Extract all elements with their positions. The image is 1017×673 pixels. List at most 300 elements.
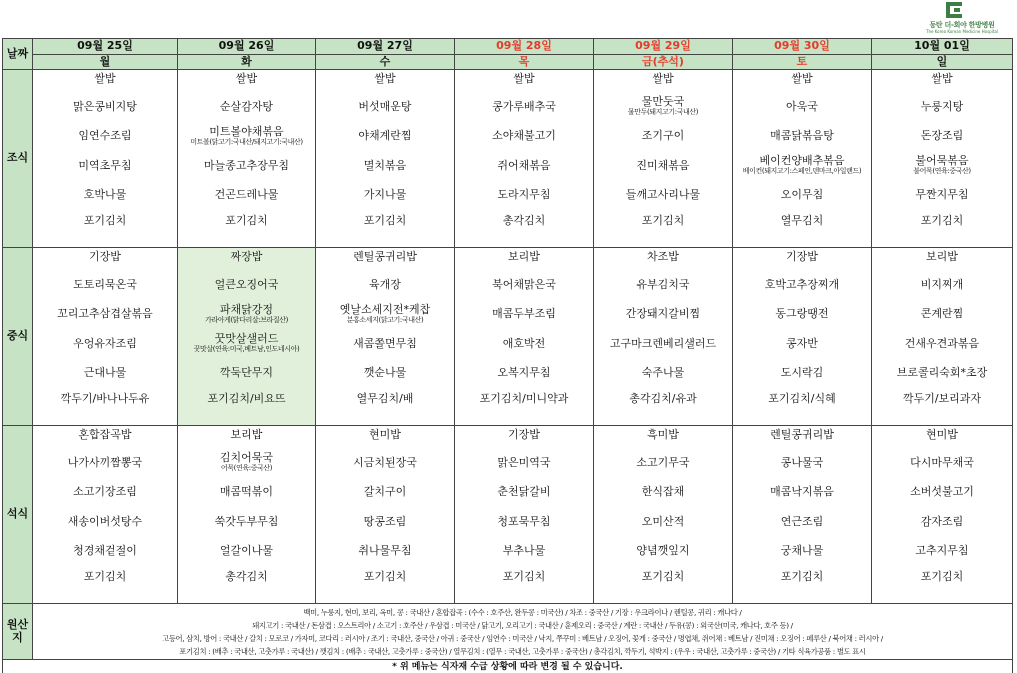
menu-item — [455, 388, 593, 410]
menu-item — [733, 181, 871, 211]
dish-name: 가지나물 — [363, 188, 407, 202]
menu-item — [733, 388, 871, 410]
dish-name: 포기김치 — [780, 569, 824, 583]
dish-name: 소고기장조림 — [73, 485, 137, 499]
dish-name: 북어채맑은국 — [492, 277, 556, 291]
menu-item — [733, 122, 871, 152]
dish-name: 쑥갓두부무침 — [214, 514, 279, 528]
date-cell: 10월 01일 — [872, 39, 1013, 55]
dish-origin-note: 물만두(돼지고기:국내산) — [627, 108, 699, 117]
menu-item — [733, 566, 871, 588]
menu-item — [178, 92, 315, 122]
menu-item — [33, 388, 177, 410]
dish-name: 간장돼지갈비찜 — [625, 307, 701, 321]
menu-item — [872, 70, 1012, 92]
dish-name: 현미밥 — [369, 428, 401, 441]
dish-name: 차조밥 — [647, 250, 679, 263]
dinner-header: 석식 — [3, 426, 33, 604]
dish-name: 포기김치 — [83, 213, 127, 227]
dish-name: 호박고추장찌개 — [764, 277, 840, 291]
menu-item — [33, 329, 177, 359]
breakfast-cell — [178, 70, 316, 248]
menu-item — [33, 300, 177, 330]
dish-name: 깍두기/보리과자 — [902, 391, 982, 405]
menu-item — [594, 359, 732, 389]
dish-name: 시금치된장국 — [353, 455, 417, 469]
menu-item — [178, 426, 315, 448]
dish-name: 꿋맛살샐러드 — [214, 332, 279, 346]
dinner-row — [3, 426, 1013, 604]
lunch-cell — [33, 248, 178, 426]
menu-item — [455, 478, 593, 508]
menu-item — [733, 70, 871, 92]
dish-name: 아욱국 — [786, 99, 818, 113]
dish-name: 총각김치 — [225, 569, 268, 583]
dish-name: 청포묵무침 — [497, 514, 551, 528]
dish-name: 콩가루배추국 — [492, 99, 556, 113]
dish-name: 브로콜리숙회*초장 — [896, 366, 988, 380]
dish-name: 진미채볶음 — [636, 158, 690, 172]
dish-origin-note: 어묵(연육:중국산) — [220, 464, 273, 473]
menu-item — [733, 329, 871, 359]
dish-name: 돈장조림 — [920, 129, 964, 143]
menu-items — [316, 70, 454, 247]
menu-item — [178, 210, 315, 232]
dish-name: 건곤드레나물 — [214, 188, 279, 202]
menu-item — [872, 359, 1012, 389]
menu-item — [872, 448, 1012, 478]
menu-item — [455, 70, 593, 92]
menu-item — [33, 537, 177, 567]
hospital-name: 동탄 더-회야 한방병원 — [929, 21, 995, 29]
menu-item — [594, 210, 732, 232]
menu-item — [733, 92, 871, 122]
menu-item — [316, 248, 454, 270]
dish-name: 궁채나물 — [780, 544, 824, 558]
menu-item — [594, 70, 732, 92]
dinner-cell — [455, 426, 594, 604]
menu-item — [872, 248, 1012, 270]
menu-items — [594, 426, 732, 603]
menu-items — [455, 426, 593, 603]
origin-line: 백미, 누룽지, 현미, 보리, 옥미, 콩 : 국내산 / 혼합잡곡 : (수수 : 호주산, 완두콩 : 미국산) / 차조 : 중국산 / 기장 : 우크라이나 / 렌틸콩, 귀리 : 캐나다 / — [303, 607, 742, 617]
weekday-cell: 화 — [178, 55, 316, 70]
menu-items — [178, 426, 315, 603]
dish-name: 콩나물국 — [780, 455, 824, 469]
dinner-cell — [316, 426, 455, 604]
menu-item — [33, 478, 177, 508]
menu-items — [33, 426, 177, 603]
weekday-cell: 목 — [455, 55, 594, 70]
menu-item — [178, 566, 315, 588]
dish-name: 새송이버섯탕수 — [67, 514, 143, 528]
menu-item — [178, 248, 315, 270]
dish-name: 감자조림 — [920, 514, 964, 528]
date-header: 날짜 — [3, 39, 33, 70]
weekday-cell: 일 — [872, 55, 1013, 70]
dish-name: 쌀밥 — [513, 72, 535, 85]
menu-items — [594, 248, 732, 425]
dish-name: 포기김치 — [363, 213, 407, 227]
menu-item — [316, 507, 454, 537]
dish-name: 꼬리고추삼겹살볶음 — [57, 307, 153, 321]
dish-name: 쌀밥 — [374, 72, 396, 85]
dish-name: 미트볼야채볶음 — [209, 124, 284, 138]
menu-item — [316, 478, 454, 508]
hospital-logo — [912, 2, 1012, 38]
menu-item — [316, 537, 454, 567]
dish-name: 포기김치 — [225, 213, 268, 227]
breakfast-cell — [594, 70, 733, 248]
dish-name: 육개장 — [369, 277, 401, 291]
menu-item — [316, 92, 454, 122]
dish-name: 숙주나물 — [641, 366, 685, 380]
menu-item — [594, 507, 732, 537]
menu-item — [33, 270, 177, 300]
menu-item — [455, 537, 593, 567]
dish-origin-note: 미트볼(닭고기:국내산/돼지고기:국내산) — [190, 137, 303, 146]
dish-name: 들깨고사리나물 — [625, 188, 701, 202]
menu-item — [455, 248, 593, 270]
dinner-cell — [733, 426, 872, 604]
breakfast-header: 조식 — [3, 70, 33, 248]
dish-name: 쌀밥 — [791, 72, 813, 85]
dish-name: 열무김치/배 — [356, 391, 414, 405]
dinner-cell — [872, 426, 1013, 604]
menu-items — [316, 426, 454, 603]
dish-origin-note: 가라아게(닭다리살:브라질산) — [205, 315, 288, 324]
menu-item — [872, 329, 1012, 359]
dish-name: 렌틸콩귀리밥 — [770, 428, 834, 441]
dish-origin-note: 꿋맛살(연육:미국,베트남,인도네시아) — [193, 345, 300, 354]
menu-item — [594, 151, 732, 181]
menu-item — [733, 448, 871, 478]
menu-item — [733, 478, 871, 508]
menu-item — [872, 426, 1012, 448]
dish-name: 현미밥 — [926, 428, 958, 441]
weekday-cell: 월 — [33, 55, 178, 70]
breakfast-cell — [455, 70, 594, 248]
dish-name: 쌀밥 — [235, 72, 258, 85]
dish-name: 야채계란찜 — [358, 129, 412, 143]
dish-name: 파채닭강정 — [219, 302, 274, 316]
dinner-cell — [178, 426, 316, 604]
menu-item — [316, 359, 454, 389]
date-cell: 09월 30일 — [733, 39, 872, 55]
menu-item — [455, 507, 593, 537]
dish-name: 새콤쫄면무침 — [353, 336, 417, 350]
dish-origin-note: 분홍소세지(닭고기:국내산) — [346, 315, 424, 324]
breakfast-cell — [33, 70, 178, 248]
dish-name: 무짠지무침 — [915, 188, 969, 202]
dish-name: 얼갈이나물 — [219, 544, 274, 558]
dish-name: 갈치구이 — [363, 485, 407, 499]
menu-item — [316, 426, 454, 448]
menu-item — [316, 329, 454, 359]
dish-name: 비지찌개 — [920, 277, 964, 291]
menu-item — [33, 448, 177, 478]
dish-name: 멸치볶음 — [363, 158, 407, 172]
dinner-cell — [33, 426, 178, 604]
dish-name: 쥐어채볶음 — [497, 158, 551, 172]
dish-name: 매콤닭볶음탕 — [770, 129, 834, 143]
dish-name: 옛날소세지전*케찹 — [339, 302, 431, 316]
menu-item — [594, 270, 732, 300]
menu-item — [178, 151, 315, 181]
dish-name: 깍둑단무지 — [219, 366, 274, 380]
dish-name: 땅콩조림 — [363, 514, 407, 528]
menu-item — [455, 329, 593, 359]
menu-item — [872, 566, 1012, 588]
menu-item — [316, 566, 454, 588]
menu-item — [316, 270, 454, 300]
menu-item — [872, 478, 1012, 508]
dish-name: 건새우견과볶음 — [904, 336, 980, 350]
menu-item — [872, 151, 1012, 181]
dish-name: 도토리묵온국 — [73, 277, 137, 291]
menu-item — [455, 122, 593, 152]
dish-name: 소고기무국 — [636, 455, 690, 469]
menu-item — [594, 388, 732, 410]
menu-item — [594, 566, 732, 588]
dish-name: 버섯매운탕 — [358, 99, 412, 113]
menu-item — [178, 300, 315, 330]
menu-item — [455, 181, 593, 211]
menu-item — [594, 92, 732, 122]
menu-items — [178, 248, 315, 425]
menu-item — [178, 70, 315, 92]
dish-origin-note: 베이컨(돼지고기:스페인,덴마크,아일랜드) — [742, 167, 862, 176]
date-row — [3, 39, 1013, 55]
lunch-cell — [733, 248, 872, 426]
menu-item — [594, 248, 732, 270]
menu-item — [594, 122, 732, 152]
menu-item — [178, 478, 315, 508]
origin-row — [3, 604, 1013, 660]
menu-item — [872, 270, 1012, 300]
menu-item — [733, 426, 871, 448]
dish-name: 양념깻잎지 — [636, 544, 690, 558]
dish-name: 순살감자탕 — [219, 99, 274, 113]
menu-item — [178, 122, 315, 152]
menu-item — [178, 329, 315, 359]
lunch-row — [3, 248, 1013, 426]
date-cell: 09월 28일 — [455, 39, 594, 55]
dish-name: 누룽지탕 — [920, 99, 964, 113]
breakfast-cell — [316, 70, 455, 248]
dish-name: 동그랑땡전 — [775, 307, 829, 321]
menu-item — [178, 359, 315, 389]
menu-item — [33, 248, 177, 270]
lunch-cell — [455, 248, 594, 426]
menu-item — [733, 151, 871, 181]
dish-name: 포기김치 — [502, 569, 546, 583]
menu-item — [594, 478, 732, 508]
menu-item — [33, 507, 177, 537]
menu-item — [316, 122, 454, 152]
dish-name: 매콤떡볶이 — [219, 485, 274, 499]
menu-item — [733, 248, 871, 270]
dish-name: 오미산적 — [641, 514, 685, 528]
lunch-cell — [316, 248, 455, 426]
dish-name: 취나물무침 — [358, 544, 412, 558]
origin-line: 포기김치 : (배추 : 국내산, 고춧가루 : 국내산) / 깻김치 : (배추 : 국내산, 고춧가루 : 중국산) / 열무김치 : (열무 : 국내산, 고춧가루 : 중국산) / 총각김치, 깍두기, 석박지 : (우우 : 국내산, 고춧가루 : 중국산) / 기타 식육가공품 : 별도 표시 — [179, 646, 866, 656]
dish-name: 유부김치국 — [636, 277, 690, 291]
hospital-logo-icon — [946, 2, 962, 18]
dish-name: 기장밥 — [89, 250, 121, 263]
menu-item — [872, 181, 1012, 211]
dish-name: 임연수조림 — [78, 129, 132, 143]
dish-name: 고구마크렌베리샐러드 — [609, 336, 717, 350]
dish-name: 포기김치 — [641, 569, 685, 583]
weekly-menu-table — [2, 38, 1013, 673]
menu-item — [733, 270, 871, 300]
menu-item — [594, 181, 732, 211]
lunch-header: 중식 — [3, 248, 33, 426]
menu-items — [455, 70, 593, 247]
dish-name: 부추나물 — [502, 544, 546, 558]
lunch-cell — [178, 248, 316, 426]
dish-name: 쌀밥 — [931, 72, 953, 85]
dish-name: 한식잡채 — [641, 485, 685, 499]
menu-item — [594, 537, 732, 567]
dish-name: 포기김치 — [920, 569, 964, 583]
menu-item — [872, 210, 1012, 232]
menu-item — [872, 300, 1012, 330]
weekday-cell: 수 — [316, 55, 455, 70]
menu-items — [178, 70, 315, 247]
menu-item — [178, 388, 315, 410]
weekday-cell: 금(추석) — [594, 55, 733, 70]
dish-name: 불어묵볶음 — [915, 154, 969, 168]
dish-name: 춘천닭갈비 — [497, 485, 551, 499]
menu-items — [872, 426, 1012, 603]
dish-name: 깻순나물 — [363, 366, 407, 380]
dish-name: 혼합잡곡밥 — [78, 428, 132, 441]
dish-name: 포기김치/식혜 — [768, 391, 836, 405]
dish-name: 콩자반 — [786, 336, 818, 350]
note-row — [3, 660, 1013, 673]
menu-item — [733, 537, 871, 567]
breakfast-cell — [733, 70, 872, 248]
origin-header: 원산지 — [3, 604, 33, 660]
origin-info — [33, 604, 1013, 660]
dish-name: 물만둣국 — [641, 95, 685, 109]
menu-item — [455, 151, 593, 181]
breakfast-row — [3, 70, 1013, 248]
weekday-cell: 토 — [733, 55, 872, 70]
menu-item — [178, 181, 315, 211]
weekday-row — [3, 55, 1013, 70]
dish-name: 포기김치 — [641, 213, 685, 227]
menu-items — [594, 70, 732, 247]
dish-name: 열무김치 — [780, 213, 824, 227]
menu-item — [455, 210, 593, 232]
dinner-cell — [594, 426, 733, 604]
menu-change-note: * 위 메뉴는 식자재 수급 상황에 따라 변경 될 수 있습니다. — [3, 660, 1013, 673]
dish-name: 포기김치/비요뜨 — [207, 391, 286, 405]
menu-items — [872, 70, 1012, 247]
dish-name: 포기김치 — [83, 569, 127, 583]
dish-name: 나가사끼짬뽕국 — [67, 455, 143, 469]
menu-item — [178, 270, 315, 300]
dish-name: 청경채겉절이 — [73, 544, 137, 558]
menu-items — [733, 248, 871, 425]
menu-item — [316, 70, 454, 92]
menu-item — [178, 507, 315, 537]
menu-item — [872, 388, 1012, 410]
dish-name: 김치어묵국 — [219, 451, 274, 465]
menu-item — [316, 181, 454, 211]
dish-name: 조기구이 — [641, 129, 685, 143]
dish-name: 매콤두부조림 — [492, 307, 556, 321]
dish-name: 소버섯불고기 — [910, 485, 974, 499]
dish-name: 보리밥 — [230, 428, 263, 441]
dish-name: 맑은미역국 — [497, 455, 551, 469]
menu-item — [872, 537, 1012, 567]
lunch-cell — [872, 248, 1013, 426]
dish-name: 기장밥 — [508, 428, 540, 441]
date-cell: 09월 25일 — [33, 39, 178, 55]
menu-item — [178, 448, 315, 478]
menu-item — [872, 92, 1012, 122]
dish-name: 베이컨양배추볶음 — [759, 154, 845, 168]
menu-item — [33, 210, 177, 232]
menu-item — [316, 388, 454, 410]
dish-name: 도시락김 — [780, 366, 824, 380]
dish-name: 고추지무침 — [915, 544, 969, 558]
menu-item — [33, 70, 177, 92]
dish-name: 소야채불고기 — [492, 129, 556, 143]
dish-name: 다시마무채국 — [910, 455, 974, 469]
menu-item — [316, 151, 454, 181]
menu-items — [455, 248, 593, 425]
dish-name: 쌀밥 — [652, 72, 674, 85]
menu-item — [594, 426, 732, 448]
dish-name: 호박나물 — [83, 188, 127, 202]
dish-name: 보리밥 — [508, 250, 540, 263]
dish-name: 포기김치 — [920, 213, 964, 227]
menu-items — [733, 426, 871, 603]
menu-item — [733, 359, 871, 389]
dish-name: 매콤낙지볶음 — [770, 485, 834, 499]
menu-item — [733, 210, 871, 232]
menu-item — [33, 122, 177, 152]
origin-line: 고등어, 삼치, 방어 : 국내산 / 갈치 : 모로코 / 가자미, 코다리 : 러시아 / 조기 : 국내산, 중국산 / 아귀 : 중국산 / 임연수 : 미국산 / 낙지, 쭈꾸미 : 베트남 / 오징어, 꽃게 : 중국산 / 명엽채, 쥐어채 : 베트남 / 진미채 : 오징어 : 페루산 / 북어채 : 러시아 / — [162, 633, 883, 643]
menu-item — [33, 181, 177, 211]
menu-item — [872, 122, 1012, 152]
menu-item — [33, 92, 177, 122]
menu-item — [594, 448, 732, 478]
menu-item — [33, 151, 177, 181]
menu-item — [316, 300, 454, 330]
menu-items — [33, 70, 177, 247]
dish-name: 마늘종고추장무침 — [203, 158, 289, 172]
menu-item — [455, 566, 593, 588]
menu-item — [316, 210, 454, 232]
dish-name: 맑은콩비지탕 — [73, 99, 137, 113]
lunch-cell — [594, 248, 733, 426]
menu-item — [594, 329, 732, 359]
dish-name: 포기김치 — [363, 569, 407, 583]
menu-items — [316, 248, 454, 425]
menu-item — [455, 270, 593, 300]
menu-item — [733, 300, 871, 330]
dish-name: 기장밥 — [786, 250, 818, 263]
menu-item — [178, 537, 315, 567]
dish-name: 깍두기/바나나두유 — [60, 391, 150, 405]
menu-item — [33, 566, 177, 588]
